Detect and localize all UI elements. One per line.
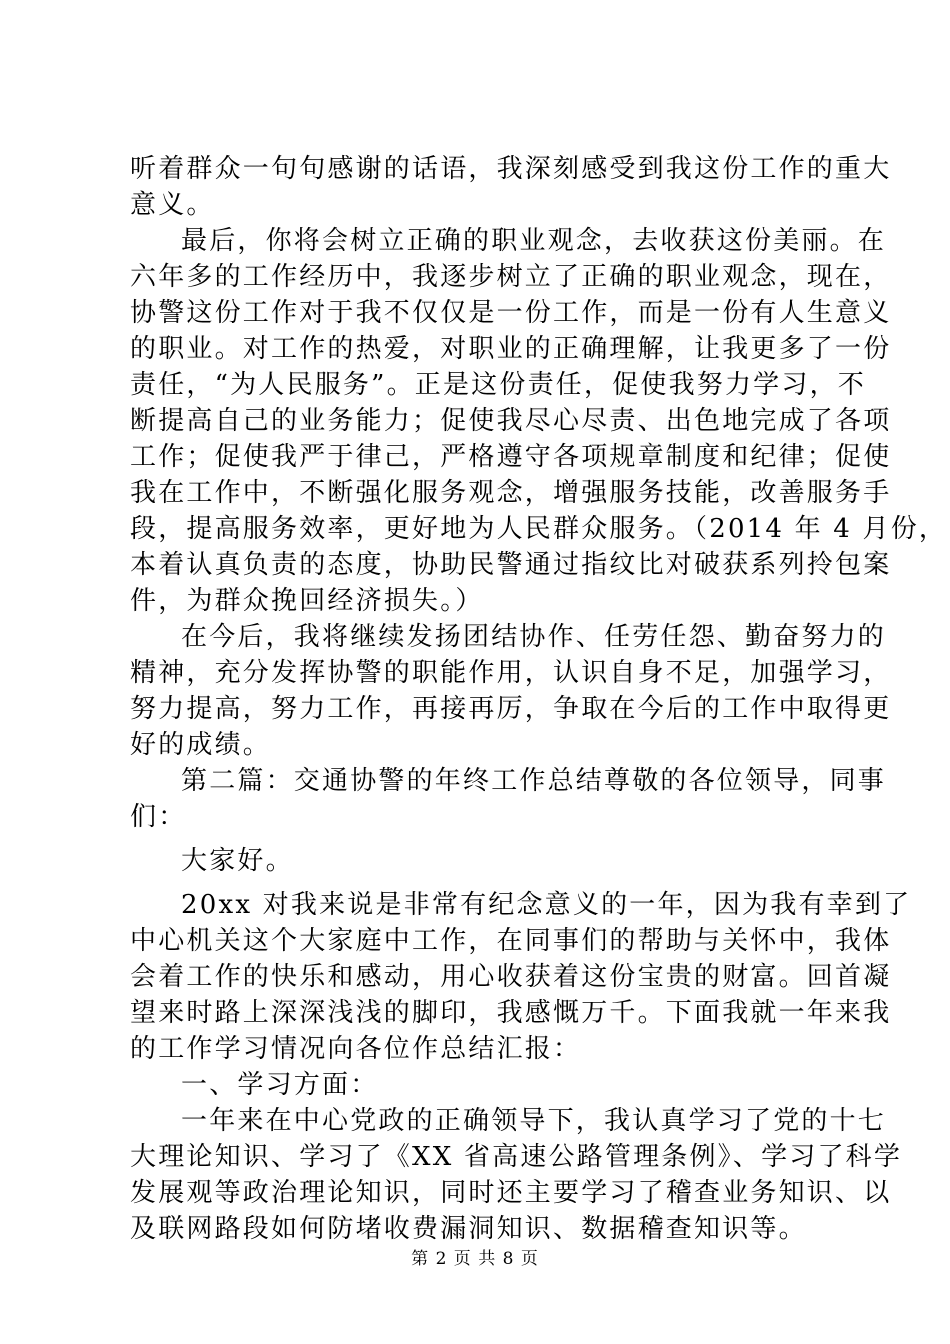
page-footer: 第 2 页 共 8 页	[411, 1249, 539, 1269]
text-line: 好的成绩。	[130, 730, 272, 760]
text-line: 我在工作中，不断强化服务观念，增强服务技能，改善服务手	[130, 478, 892, 508]
text-line: 责任，“为人民服务”。正是这份责任，促使我努力学习，不	[130, 370, 866, 400]
text-line: 20xx 对我来说是非常有纪念意义的一年，因为我有幸到了	[181, 890, 912, 920]
text-line: 及联网路段如何防堵收费漏洞知识、数据稽查知识等。	[130, 1214, 807, 1244]
text-line: 的职业。对工作的热爱，对职业的正确理解，让我更多了一份	[130, 334, 892, 364]
subsection-heading: 一、学习方面：	[181, 1070, 379, 1100]
text-line: 段，提高服务效率，更好地为人民群众服务。（2014 年 4 月份，	[130, 514, 948, 544]
text-line: 最后，你将会树立正确的职业观念，去收获这份美丽。在	[181, 226, 887, 256]
text-line: 在今后，我将继续发扬团结协作、任劳任怨、勤奋努力的	[181, 622, 887, 652]
text-line: 望来时路上深深浅浅的脚印，我感慨万千。下面我就一年来我	[130, 998, 892, 1028]
text-line: 听着群众一句句感谢的话语，我深刻感受到我这份工作的重大	[130, 154, 892, 184]
text-line: 协警这份工作对于我不仅仅是一份工作，而是一份有人生意义	[130, 298, 892, 328]
text-line: 断提高自己的业务能力；促使我尽心尽责、出色地完成了各项	[130, 406, 892, 436]
text-line: 工作；促使我严于律己，严格遵守各项规章制度和纪律；促使	[130, 442, 892, 472]
text-line: 中心机关这个大家庭中工作，在同事们的帮助与关怀中，我体	[130, 926, 892, 956]
text-line: 件，为群众挽回经济损失。）	[130, 586, 484, 616]
text-line: 们：	[130, 802, 187, 832]
text-line: 精神，充分发挥协警的职能作用，认识自身不足，加强学习，	[130, 658, 892, 688]
text-line: 的工作学习情况向各位作总结汇报：	[130, 1034, 582, 1064]
text-line: 意义。	[130, 190, 215, 220]
section-heading: 第二篇：交通协警的年终工作总结尊敬的各位领导，同事	[181, 766, 887, 796]
text-line: 六年多的工作经历中，我逐步树立了正确的职业观念，现在，	[130, 262, 892, 292]
text-line: 本着认真负责的态度，协助民警通过指纹比对破获系列拎包案	[130, 550, 892, 580]
text-line: 大理论知识、学习了《XX 省高速公路管理条例》、学习了科学	[130, 1142, 903, 1172]
text-line: 发展观等政治理论知识，同时还主要学习了稽查业务知识、以	[130, 1178, 892, 1208]
text-line: 会着工作的快乐和感动，用心收获着这份宝贵的财富。回首凝	[130, 962, 892, 992]
text-line: 一年来在中心党政的正确领导下，我认真学习了党的十七	[181, 1106, 887, 1136]
text-line: 努力提高，努力工作，再接再厉，争取在今后的工作中取得更	[130, 694, 892, 724]
text-line: 大家好。	[181, 846, 294, 876]
